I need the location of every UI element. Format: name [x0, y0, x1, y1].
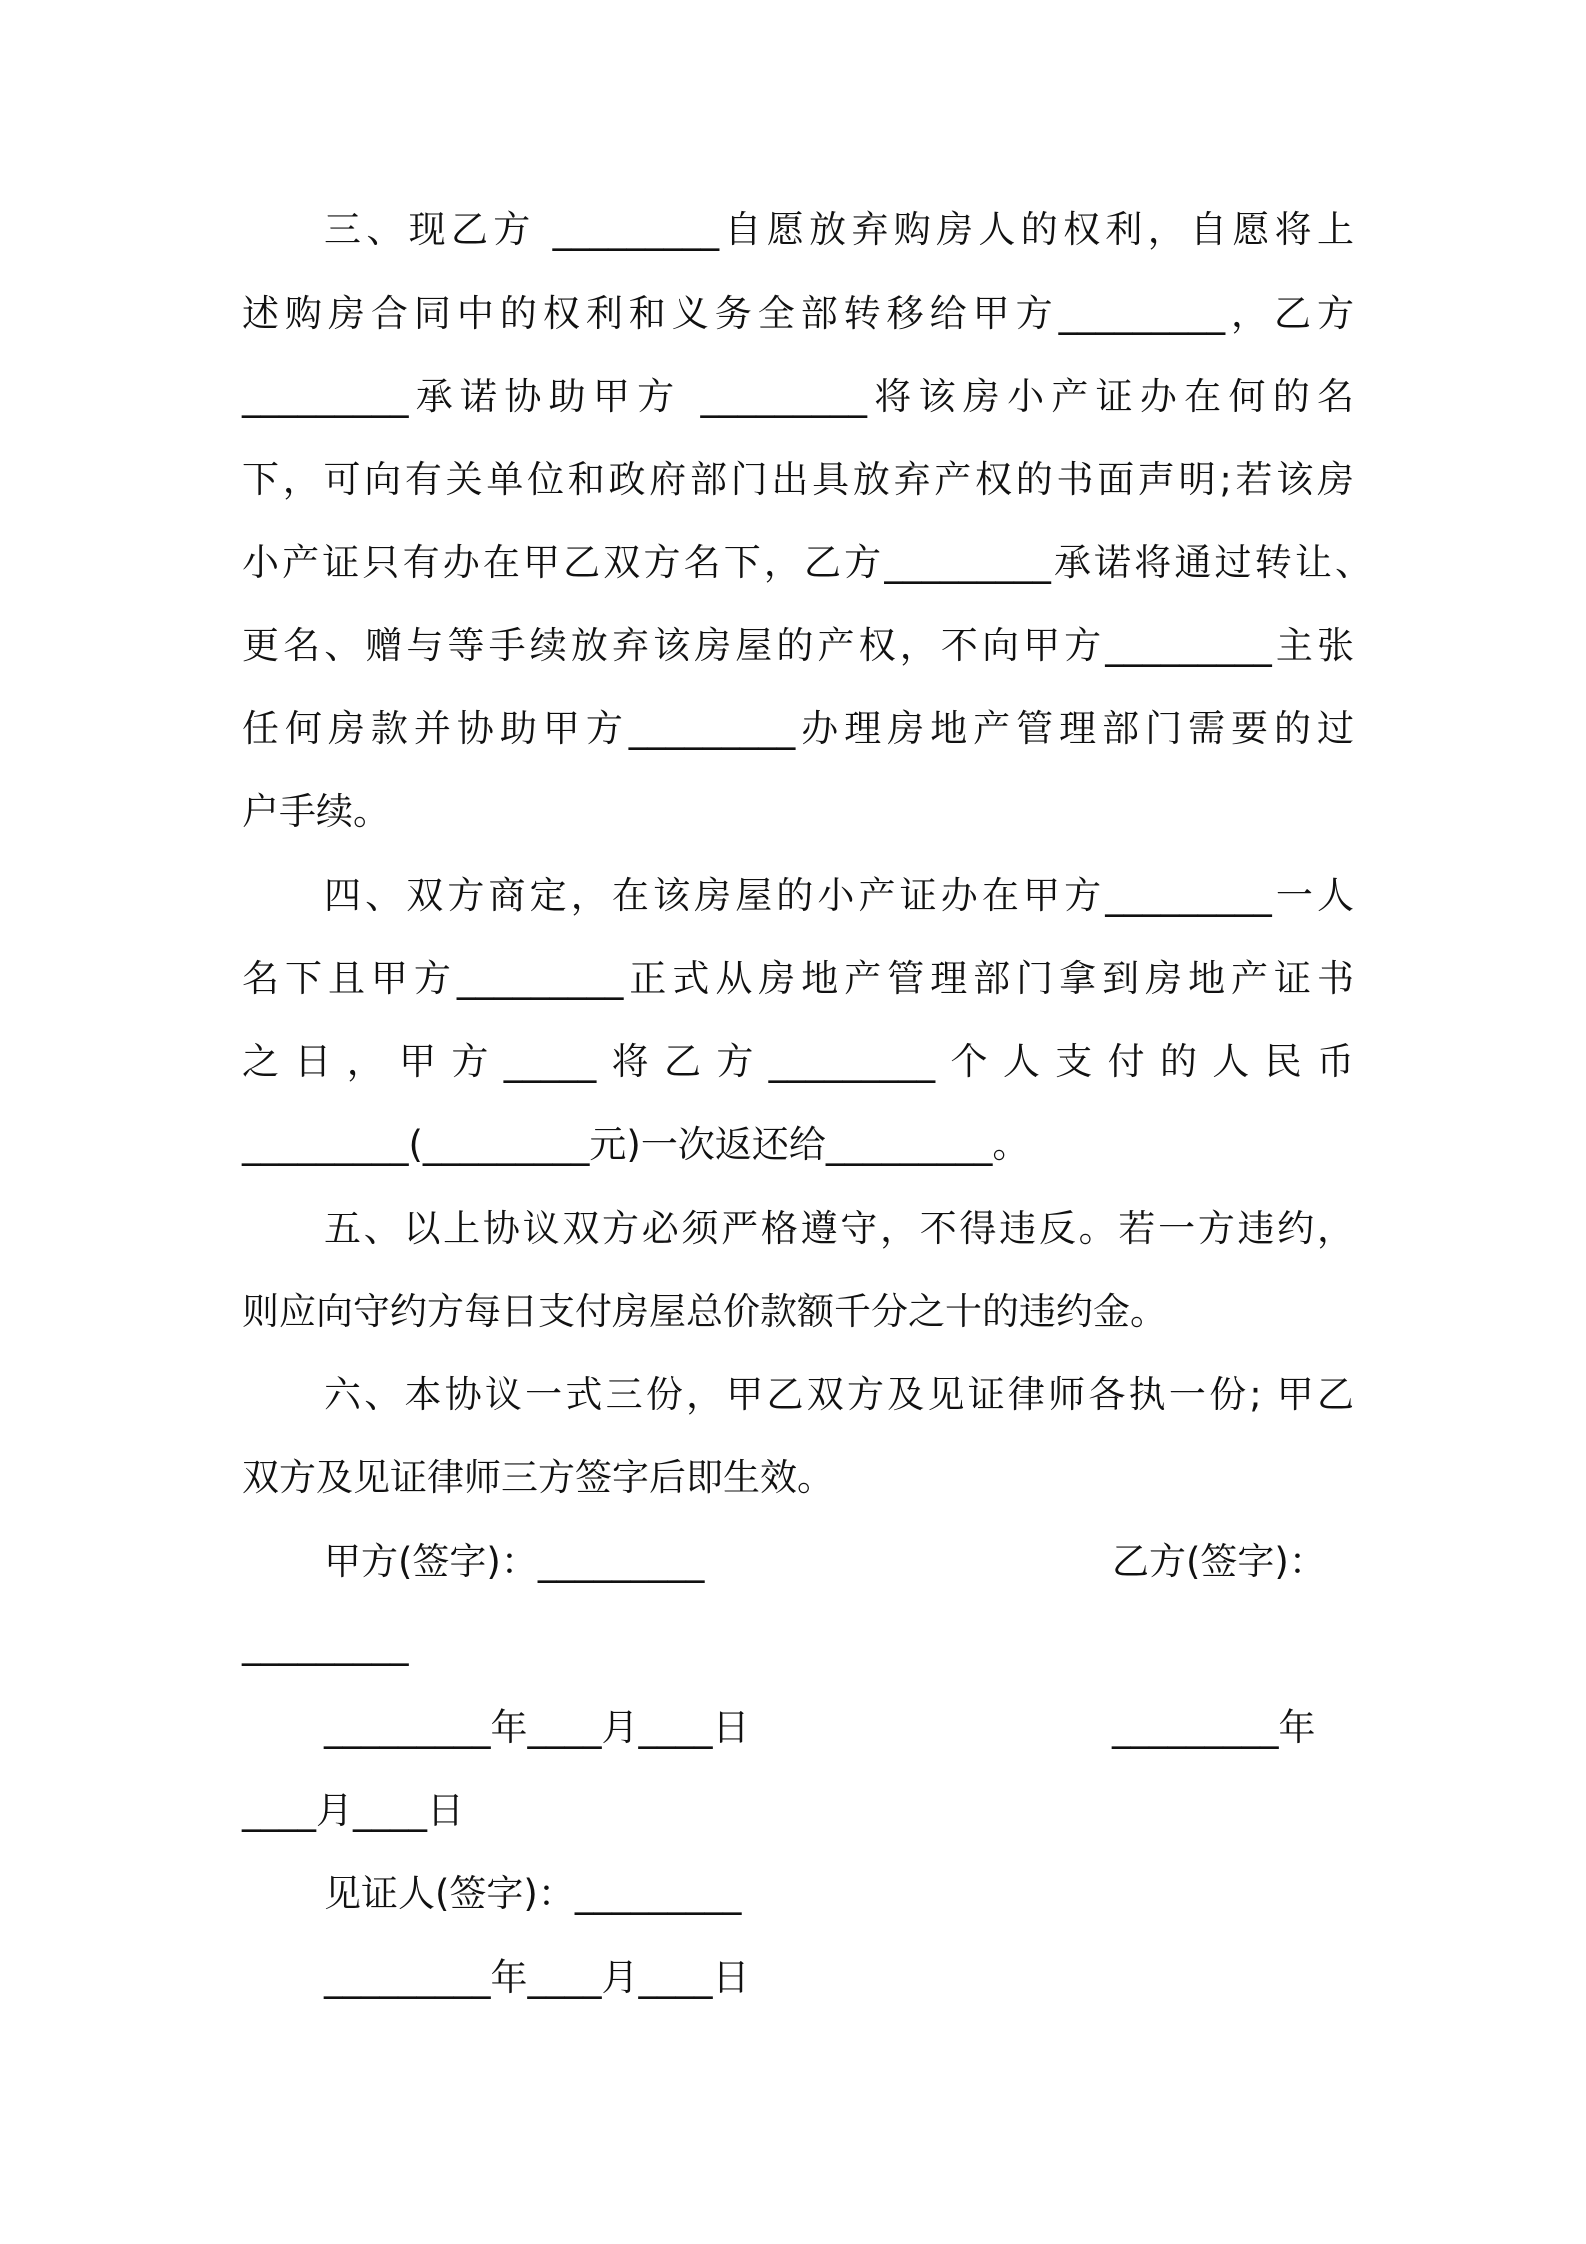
witness-date: _________年____月____日 [324, 1956, 750, 1999]
party-a-date: _________年____月____日 [324, 1706, 750, 1749]
clause3-line-8: 户手续。 [242, 790, 390, 833]
clause5-line-2: 则应向守约方每日支付房屋总价款额千分之十的违约金。 [242, 1290, 1167, 1333]
clause4-line-3: 之日，甲方_____将乙方_________个人支付的人民币 [242, 1040, 1354, 1083]
party-b-signature-blank: _________ [242, 1623, 409, 1666]
clause6-line-1: 六、本协议一式三份，甲乙双方及见证律师各执一份; 甲乙 [324, 1373, 1354, 1416]
party-b-date-rest: ____月____日 [242, 1789, 464, 1832]
party-b-date-year: _________年 [1112, 1706, 1316, 1749]
clause3-line-2: 述购房合同中的权利和义务全部转移给甲方_________，乙方 [242, 292, 1354, 335]
clause3-line-7: 任何房款并协助甲方_________办理房地产管理部门需要的过 [242, 707, 1354, 750]
clause4-line-2: 名下且甲方_________正式从房地产管理部门拿到房地产证书 [242, 957, 1354, 1000]
clause6-line-2: 双方及见证律师三方签字后即生效。 [242, 1456, 834, 1499]
clause5-line-1: 五、以上协议双方必须严格遵守，不得违反。若一方违约， [324, 1207, 1354, 1250]
clause4-line-1: 四、双方商定，在该房屋的小产证办在甲方_________一人 [324, 874, 1354, 917]
clause3-line-1: 三、现乙方 _________自愿放弃购房人的权利，自愿将上 [324, 208, 1354, 251]
clause3-line-6: 更名、赠与等手续放弃该房屋的产权，不向甲方_________主张 [242, 624, 1354, 667]
clause4-line-4: _________(_________元)一次返还给_________。 [242, 1123, 1030, 1166]
party-b-signature: 乙方(签字)： [1112, 1540, 1326, 1583]
clause3-line-4: 下，可向有关单位和政府部门出具放弃产权的书面声明;若该房 [242, 458, 1354, 501]
party-a-signature: 甲方(签字)：_________ [324, 1540, 705, 1583]
clause3-line-5: 小产证只有办在甲乙双方名下，乙方_________承诺将通过转让、 [242, 541, 1372, 584]
clause3-line-3: _________承诺协助甲方 _________将该房小产证办在何的名 [242, 375, 1354, 418]
witness-signature: 见证人(签字)：_________ [324, 1872, 742, 1915]
